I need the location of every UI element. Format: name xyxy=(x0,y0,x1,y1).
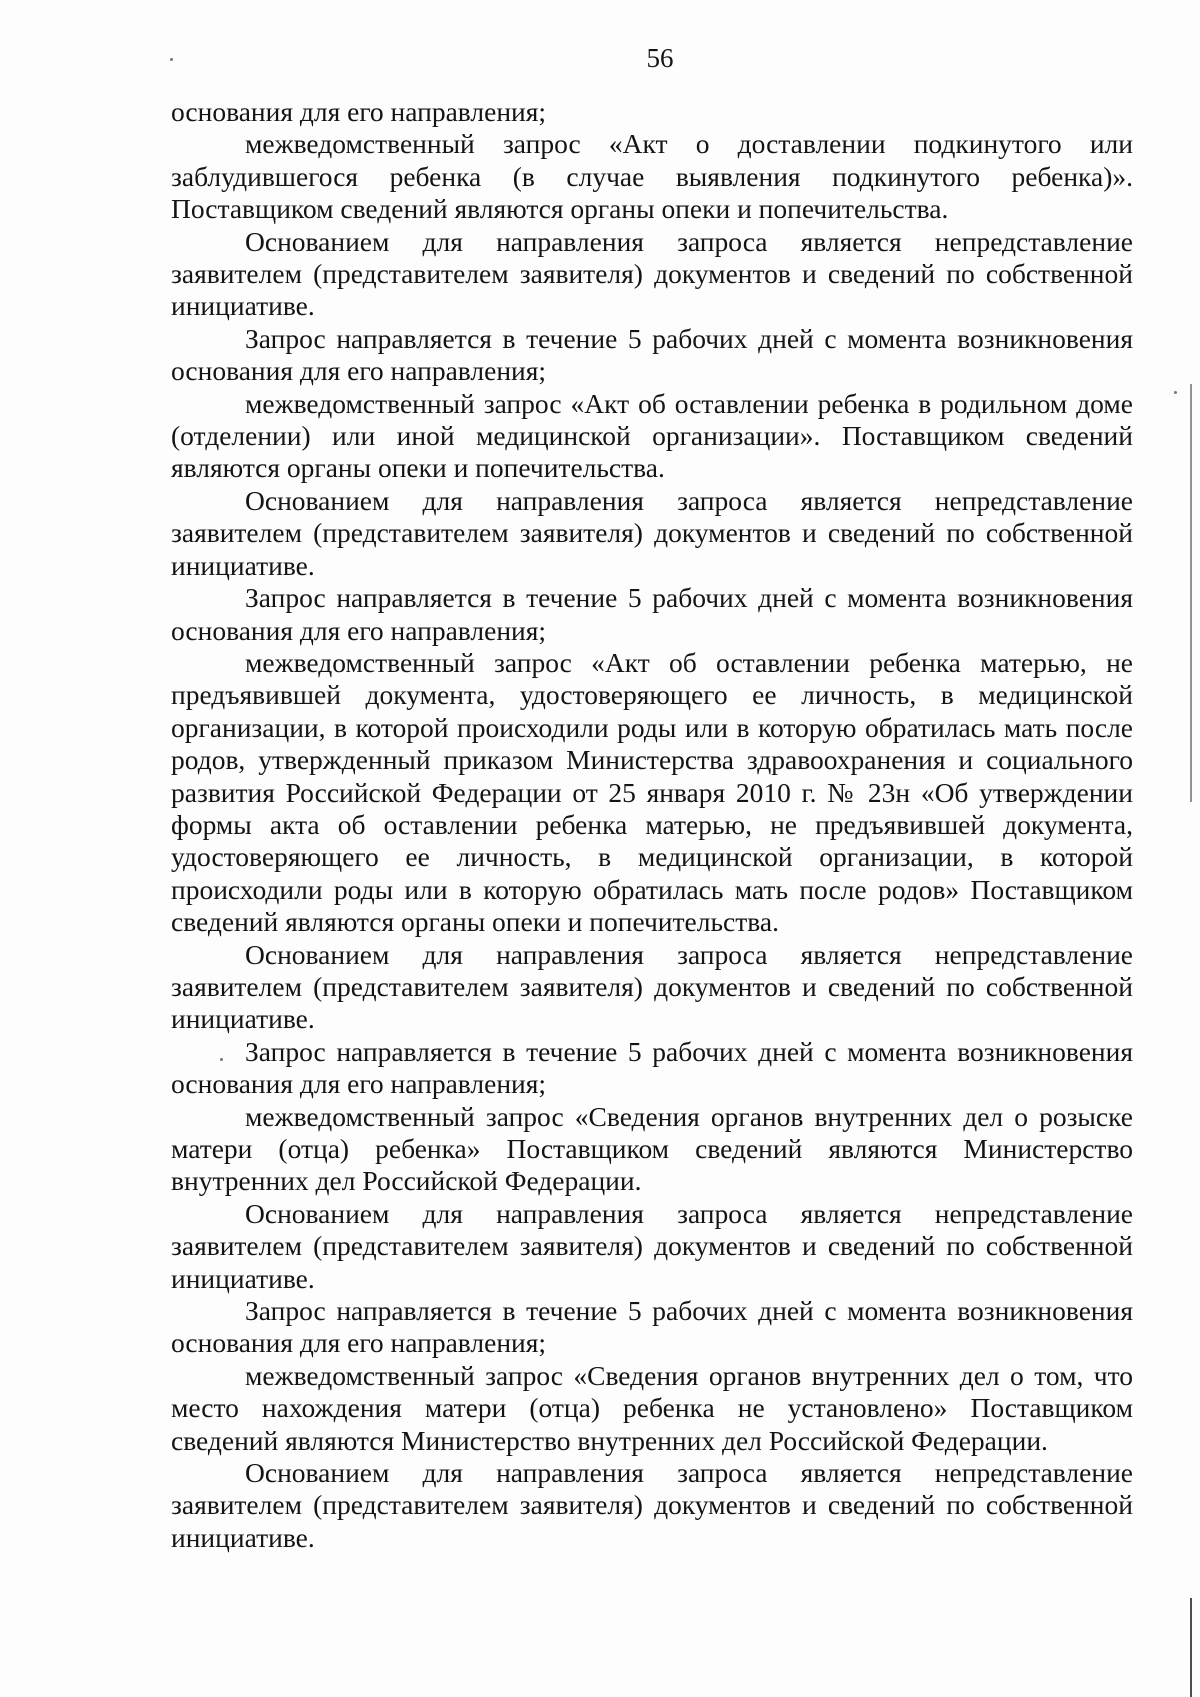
paragraph: Основанием для направления запроса является непредставление заявителем (представителем заявителя) документов и сведений по собственной инициативе. xyxy=(171,938,1133,1035)
paragraph: основания для его направления; xyxy=(171,96,547,127)
paragraph: Основанием для направления запроса является непредставление заявителем (представителем заявителя) документов и сведений по собственной инициативе. xyxy=(171,225,1133,322)
paragraph: Запрос направляется в течение 5 рабочих дней с момента возникновения основания для его направления; xyxy=(171,582,1133,646)
paragraph: межведомственный запрос «Акт о доставлении подкинутого или заблудившегося ребенка (в случае выявления подкинутого ребенка)». Поставщиком сведений являются органы опеки и попечительства. xyxy=(171,128,1133,225)
paragraph: Основанием для направления запроса является непредставление заявителем (представителем заявителя) документов и сведений по собственной инициативе. xyxy=(171,1457,1133,1553)
paragraph: межведомственный запрос «Сведения органов внутренних дел о том, что место нахождения матери (отца) ребенка не установлено» Поставщиком сведений являются Министерство внутренних дел Российской Федерации. xyxy=(171,1359,1133,1456)
scan-speck xyxy=(220,1058,223,1061)
paragraph: межведомственный запрос «Акт об оставлении ребенка в родильном доме (отделении) или иной медицинской организации». Поставщиком сведений являются органы опеки и попечительства. xyxy=(171,387,1133,484)
body-text xyxy=(171,96,1133,1554)
paragraph: Запрос направляется в течение 5 рабочих дней с момента возникновения основания для его направления; xyxy=(171,1035,1133,1100)
paragraph: Основанием для направления запроса является непредставление заявителем (представителем заявителя) документов и сведений по собственной инициативе. xyxy=(171,484,1133,581)
scan-edge-mark xyxy=(1190,384,1192,802)
paragraph: межведомственный запрос «Сведения органов внутренних дел о розыске матери (отца) ребенка» Поставщиком сведений являются Министерство внутренних дел Российской Федерации. xyxy=(171,1100,1133,1197)
scan-speck xyxy=(170,58,173,61)
paragraph: Основанием для направления запроса является непредставление заявителем (представителем заявителя) документов и сведений по собственной инициативе. xyxy=(171,1197,1133,1294)
page-number: 56 xyxy=(646,43,674,73)
paragraph: Запрос направляется в течение 5 рабочих дней с момента возникновения основания для его направления; xyxy=(171,322,1133,387)
scan-speck xyxy=(1174,391,1177,394)
scan-edge-mark xyxy=(1190,1598,1192,1697)
paragraph: межведомственный запрос «Акт об оставлении ребенка матерью, не предъявившей документа, удостоверяющего ее личность, в медицинской организации, в которой происходили роды или в которую обратилась мать после родов, утвержденный приказом Министерства здравоохранения и социального развития Российской Федерации от 25 января 2010 г. № 23н «Об утверждении формы акта об оставлении ребенка матерью, не предъявившей документа, удостоверяющего ее личность, в медицинской организации, в которой происходили роды или в которую обратилась мать после родов» Поставщиком сведений являются органы опеки и попечительства. xyxy=(171,646,1133,938)
paragraph: Запрос направляется в течение 5 рабочих дней с момента возникновения основания для его направления; xyxy=(171,1295,1133,1359)
